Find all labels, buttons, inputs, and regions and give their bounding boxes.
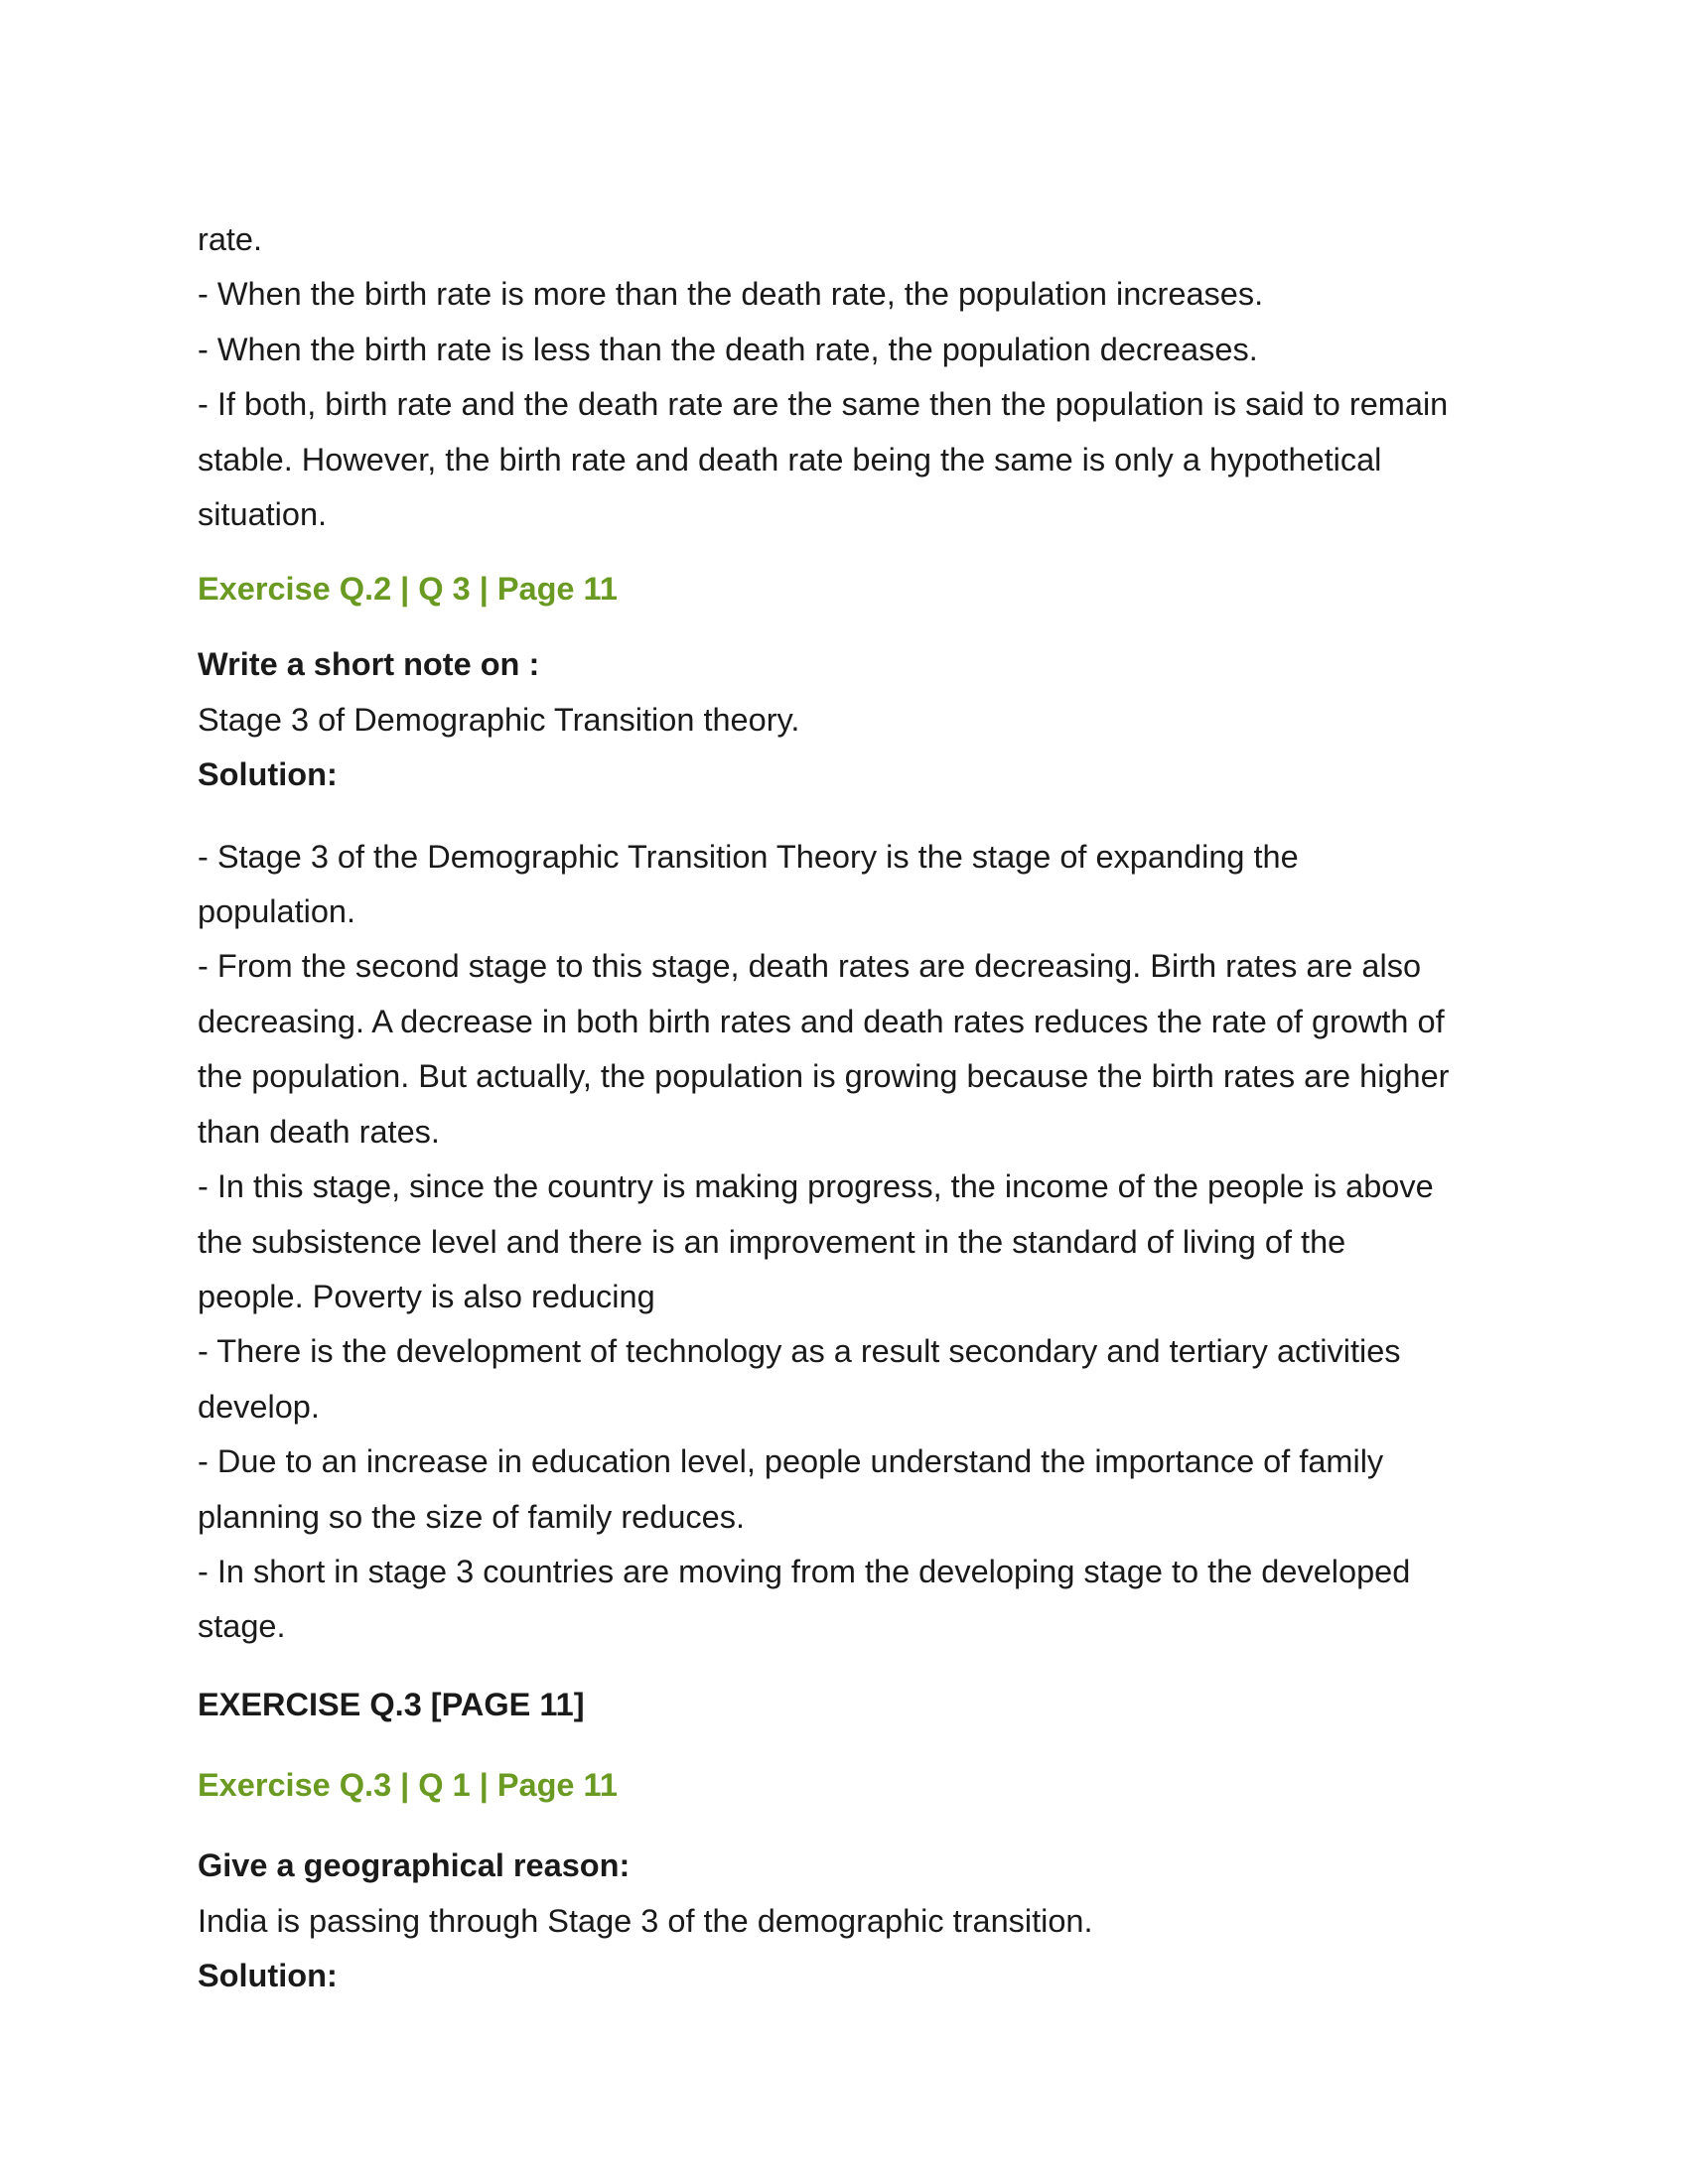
- exercise-heading: Exercise Q.2 | Q 3 | Page 11: [198, 571, 618, 608]
- text-line: rate.: [198, 221, 263, 257]
- question-text: Stage 3 of Demographic Transition theory.: [198, 701, 800, 738]
- text-line: situation.: [198, 496, 328, 533]
- answer-block: [198, 830, 1508, 1655]
- answer-line: - There is the development of technology as a result secondary and tertiary activities: [198, 1333, 1401, 1370]
- section-title: EXERCISE Q.3 [PAGE 11]: [198, 1686, 585, 1722]
- document-page: [198, 212, 1508, 2003]
- answer-line: people. Poverty is also reducing: [198, 1278, 655, 1314]
- text-line: - When the birth rate is more than the death rate, the population increases.: [198, 276, 1264, 313]
- answer-line: decreasing. A decrease in both birth rates and death rates reduces the rate of growth of: [198, 1003, 1445, 1039]
- exercise-heading: Exercise Q.3 | Q 1 | Page 11: [198, 1767, 618, 1804]
- solution-label: Solution:: [198, 1957, 338, 1993]
- answer-line: develop.: [198, 1388, 320, 1425]
- question-prompt: Give a geographical reason:: [198, 1847, 631, 1884]
- answer-line: - From the second stage to this stage, death rates are decreasing. Birth rates are also: [198, 948, 1422, 985]
- answer-line: - In this stage, since the country is making progress, the income of the people is above: [198, 1168, 1434, 1205]
- answer-line: the population. But actually, the population is growing because the birth rates are higher: [198, 1058, 1450, 1095]
- text-line: - When the birth rate is less than the death rate, the population decreases.: [198, 331, 1258, 367]
- solution-label: Solution:: [198, 756, 338, 793]
- answer-line: population.: [198, 893, 356, 930]
- answer-line: than death rates.: [198, 1113, 440, 1150]
- text-line: stable. However, the birth rate and death rate being the same is only a hypothetical: [198, 441, 1382, 478]
- question-text: India is passing through Stage 3 of the demographic transition.: [198, 1902, 1093, 1939]
- text-line: - If both, birth rate and the death rate are the same then the population is said to remain: [198, 386, 1449, 423]
- answer-line: - Stage 3 of the Demographic Transition Theory is the stage of expanding the: [198, 838, 1299, 875]
- question-block: [198, 1839, 1508, 2003]
- question-prompt: Write a short note on :: [198, 646, 540, 683]
- answer-line: planning so the size of family reduces.: [198, 1498, 745, 1535]
- answer-line: stage.: [198, 1608, 286, 1645]
- answer-line: - Due to an increase in education level, people understand the importance of family: [198, 1443, 1384, 1480]
- intro-paragraph: [198, 212, 1508, 542]
- answer-line: - In short in stage 3 countries are moving from the developing stage to the developed: [198, 1553, 1411, 1589]
- question-block: [198, 637, 1508, 802]
- answer-line: the subsistence level and there is an improvement in the standard of living of the: [198, 1223, 1346, 1260]
